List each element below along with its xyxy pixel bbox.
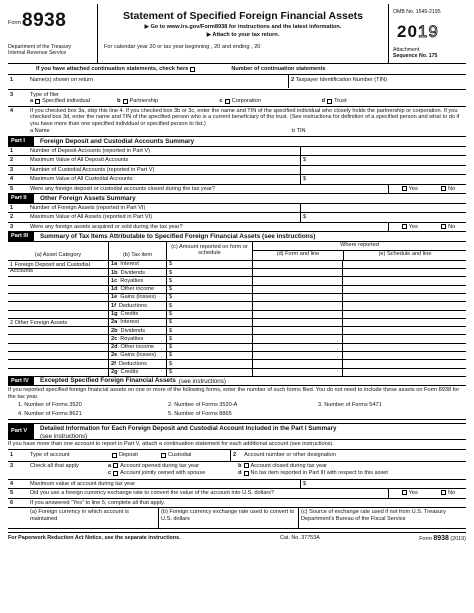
col-where-reported: Where reported (253, 242, 466, 251)
filer-corporation-checkbox[interactable] (225, 99, 230, 104)
summary-amount-field[interactable]: $ (300, 213, 388, 222)
specified-person-name[interactable]: a Name (30, 128, 50, 135)
exchange-rate-field[interactable]: (b) Foreign currency exchange rate used to convert to U.S. dollars (158, 508, 298, 528)
col-tax-item: (b) Tax item (108, 242, 166, 260)
form-line-field[interactable] (252, 327, 342, 334)
department-label: Department of the Treasury Internal Revenue Service (8, 44, 72, 57)
fx-no-checkbox[interactable] (441, 490, 446, 495)
filer-partnership-checkbox[interactable] (123, 99, 128, 104)
omb-number: OMB No. 1545-2195 (393, 9, 441, 15)
form-line-field[interactable] (252, 360, 342, 367)
tax-item-row: 2a Interest $ (8, 319, 466, 327)
tax-item-row: 2f Deductions $ (8, 360, 466, 368)
part-4-body: If you reported specified foreign financial assets on one or more of the following forms, enter the number of such forms filed. You do not need to include these assets on Form 8938 for the tax year. 1. Number of Forms 3520 2. Number of Forms 3520-A 3. Number of Forms 5471 4. Number of Forms 8621 5. Number of Forms 8865 (8, 386, 466, 420)
opened-checkbox[interactable] (113, 463, 118, 468)
form-footer: For Paperwork Reduction Act Notice, see the separate instructions. Cat. No. 37753A Form 8938 (2019) (8, 532, 466, 543)
tax-item-row: 2e Gains (losses) $ (8, 352, 466, 360)
tax-item-row: 2g Credits $ (8, 369, 466, 377)
tax-item-row: 1a Interest $ (8, 261, 466, 269)
part-5-line-5: 5 Did you use a foreign currency exchange rate to convert the value of the account into U.S. dollars? Yes No (8, 489, 466, 499)
schedule-line-field[interactable] (342, 302, 466, 309)
form-line-field[interactable] (252, 302, 342, 309)
summary-amount-field[interactable] (300, 166, 388, 175)
form-title: Statement of Specified Foreign Financial Assets (123, 10, 363, 22)
tax-item-row: 1d Other income $ (8, 286, 466, 294)
tax-year-line[interactable]: For calendar year 20 or tax year beginning , 20 and ending , 20 (104, 43, 261, 50)
tax-amount-field[interactable]: $ (166, 311, 252, 318)
part-1-header: Part I Foreign Deposit and Custodial Accounts Summary (8, 137, 466, 147)
col-amount: (c) Amount reported on form or schedule (166, 242, 252, 260)
attach-note: ▶ Attach to your tax return. (206, 32, 280, 39)
summary-line: 1 Number of Deposit Accounts (reported in Part V) (8, 147, 466, 157)
schedule-line-field[interactable] (342, 319, 466, 326)
form-line-field[interactable] (252, 335, 342, 342)
line-1-2: 1 Name(s) shown on return 2 Taxpayer Identification Number (TIN) (8, 75, 466, 90)
part-5-line-6-cols (8, 508, 466, 529)
part-5-line-4: 4 Maximum value of account during tax year $ (8, 480, 466, 490)
summary-amount-field[interactable]: $ (300, 175, 388, 184)
tax-amount-field[interactable]: $ (166, 327, 252, 334)
part-5-header: Part V Detailed Information for Each Foreign Deposit and Custodial Account Included in the Part I Summary (see instructions) (8, 423, 466, 440)
joint-spouse-checkbox[interactable] (113, 471, 118, 476)
line-4: 4 If you checked box 3a, skip this line 4. If you checked box 3b or 3c, enter the name and TIN of the specified individual who closely holds the partnership or corporation. If you checked box 3d, enter the name and TIN of the specified person who is a current beneficiary of the trust. (See instructions for definition of a specified person and what to do if you have more than one specified individual or specified person to list.) a Name b TIN (8, 107, 466, 137)
rate-source-field[interactable]: (c) Source of exchange rate used if not from U.S. Treasury Department’s Bureau of the Fiscal Service (298, 508, 466, 528)
schedule-line-field[interactable] (342, 261, 466, 268)
part-2-lines (8, 204, 466, 223)
tax-amount-field[interactable]: $ (166, 360, 252, 367)
summary-line: 2 Maximum Value of All Assets (reported in Part VI) $ (8, 213, 466, 223)
forms-5471-field[interactable]: 3. Number of Forms 5471 (318, 402, 382, 409)
part-1-lines (8, 147, 466, 185)
schedule-line-field[interactable] (342, 311, 466, 318)
tax-amount-field[interactable]: $ (166, 269, 252, 276)
part-4-header: Part IV Excepted Specified Foreign Financial Assets (see instructions) (8, 377, 466, 387)
form-header (8, 4, 466, 64)
account-deposit-checkbox[interactable] (112, 453, 117, 458)
max-value-field[interactable]: $ (300, 480, 388, 489)
schedule-line-field[interactable] (342, 327, 466, 334)
form-line-field[interactable] (252, 261, 342, 268)
title-block (98, 4, 388, 63)
schedule-line-field[interactable] (342, 344, 466, 351)
form-line-field[interactable] (252, 294, 342, 301)
part-3-header: Part III Summary of Tax Items Attributable to Specified Foreign Financial Assets (see instructions) (8, 232, 466, 242)
part-3-col-headers (8, 242, 466, 261)
specified-person-tin[interactable]: b TIN (292, 128, 306, 135)
fx-yes-checkbox[interactable] (402, 490, 407, 495)
attachment-seq: Attachment Sequence No. 175 (393, 47, 438, 60)
schedule-line-field[interactable] (342, 277, 466, 284)
form-line-field[interactable] (252, 311, 342, 318)
continuation-checkbox[interactable] (190, 67, 195, 72)
filer-individual-checkbox[interactable] (35, 99, 40, 104)
category-other-foreign: 2 Other Foreign Assets (10, 319, 68, 326)
form-number: 8938 (22, 10, 67, 31)
schedule-line-field[interactable] (342, 352, 466, 359)
foreign-currency-field[interactable]: (a) Foreign currency in which account is maintained (30, 509, 129, 522)
tax-amount-field[interactable]: $ (166, 369, 252, 376)
form-word: Form (8, 20, 21, 26)
forms-8865-field[interactable]: 5. Number of Forms 8865 (168, 410, 232, 417)
schedule-line-field[interactable] (342, 369, 466, 376)
account-number-field[interactable]: Account number or other designation (244, 451, 336, 458)
tax-amount-field[interactable]: $ (166, 286, 252, 293)
part-5-line-3: 3 Check all that apply a Account opened during tax year b Account closed during tax year c Account jointly owned with spouse d No tax item reported in Part III with respect to this asset (8, 462, 466, 480)
summary-amount-field[interactable] (300, 147, 388, 156)
tax-amount-field[interactable]: $ (166, 261, 252, 268)
tax-item-row: 1b Dividends $ (8, 269, 466, 277)
tax-item-row: 1e Gains (losses) $ (8, 294, 466, 302)
name-field[interactable]: Name(s) shown on return (30, 77, 94, 83)
part-2-q3: 3 Were any foreign assets acquired or sold during the tax year? Yes No (8, 223, 466, 233)
summary-amount-field[interactable] (300, 204, 388, 213)
tax-amount-field[interactable]: $ (166, 352, 252, 359)
schedule-line-field[interactable] (342, 360, 466, 367)
form-id-block (8, 4, 98, 63)
forms-3520a-field[interactable]: 2. Number of Forms 3520-A (168, 402, 238, 409)
summary-line: 1 Number of Foreign Assets (reported in Part VI) (8, 204, 466, 214)
part-1-q5: 5 Were any foreign deposit or custodial accounts closed during the tax year? Yes No (8, 185, 466, 195)
schedule-line-field[interactable] (342, 335, 466, 342)
omb-block (388, 4, 466, 63)
p1-closed-yes-checkbox[interactable] (402, 186, 407, 191)
summary-line: 4 Maximum Value of All Custodial Accounts $ (8, 175, 466, 185)
summary-line: 3 Number of Custodial Accounts (reported in Part V) (8, 166, 466, 176)
tax-amount-field[interactable]: $ (166, 294, 252, 301)
schedule-line-field[interactable] (342, 286, 466, 293)
form-line-field[interactable] (252, 369, 342, 376)
tax-amount-field[interactable]: $ (166, 277, 252, 284)
instructions-link: ▶ Go to www.irs.gov/Form8938 for instructions and the latest information. (144, 24, 342, 31)
form-line-field[interactable] (252, 286, 342, 293)
col-form-line: (d) Form and line (276, 250, 320, 257)
tax-amount-field[interactable]: $ (166, 302, 252, 309)
form-line-field[interactable] (252, 319, 342, 326)
closed-checkbox[interactable] (244, 463, 249, 468)
form-line-field[interactable] (252, 269, 342, 276)
tax-item-row: 1g Credits $ (8, 311, 466, 319)
form-line-field[interactable] (252, 352, 342, 359)
form-line-field[interactable] (252, 277, 342, 284)
forms-3520-field[interactable]: 1. Number of Forms 3520 (18, 402, 82, 409)
p1-closed-no-checkbox[interactable] (441, 186, 446, 191)
tax-amount-field[interactable]: $ (166, 319, 252, 326)
tax-item-row: 2b Dividends $ (8, 327, 466, 335)
schedule-line-field[interactable] (342, 294, 466, 301)
col-schedule-line: (e) Schedule and line (343, 251, 466, 260)
tax-amount-field[interactable]: $ (166, 335, 252, 342)
tax-year: 2019 (397, 22, 439, 41)
forms-8621-field[interactable]: 4. Number of Forms 8621 (18, 410, 82, 417)
account-custodial-checkbox[interactable] (161, 453, 166, 458)
summary-amount-field[interactable]: $ (300, 156, 388, 165)
tax-item-row: 1f Deductions $ (8, 302, 466, 310)
category-deposit-custodial: 1 Foreign Deposit and Custodial Accounts (10, 261, 90, 275)
tax-amount-field[interactable]: $ (166, 344, 252, 351)
no-tax-item-checkbox[interactable] (244, 471, 249, 476)
schedule-line-field[interactable] (342, 269, 466, 276)
summary-line: 2 Maximum Value of All Deposit Accounts $ (8, 156, 466, 166)
continuation-row: If you have attached continuation statements, check here Number of continuation statements (8, 64, 466, 75)
tax-item-row: 1c Royalties $ (8, 277, 466, 285)
part-3-group-1 (8, 261, 466, 319)
part-5-line-1: 1 Type of account Deposit Custodial 2 Account number or other designation (8, 450, 466, 462)
filer-trust-checkbox[interactable] (327, 99, 332, 104)
part-2-header: Part II Other Foreign Assets Summary (8, 194, 466, 204)
tax-item-row: 2c Royalties $ (8, 335, 466, 343)
tin-field[interactable]: Taxpayer Identification Number (TIN) (295, 77, 387, 83)
part-3-group-2 (8, 319, 466, 377)
tax-item-row: 2d Other income $ (8, 344, 466, 352)
col-asset-category: (a) Asset Category (34, 251, 82, 258)
p2-acquired-no-checkbox[interactable] (441, 224, 446, 229)
form-line-field[interactable] (252, 344, 342, 351)
part-5-intro: If you have more than one account to report in Part V, attach a continuation statement for each additional account (see instructions). (8, 440, 466, 450)
line-3: 3 Type of filer a Specified individual b Partnership c Corporation d Trust (8, 90, 466, 107)
part-5-line-6: 6 If you answered “Yes” to line 5, complete all that apply. (8, 499, 466, 509)
p2-acquired-yes-checkbox[interactable] (402, 224, 407, 229)
